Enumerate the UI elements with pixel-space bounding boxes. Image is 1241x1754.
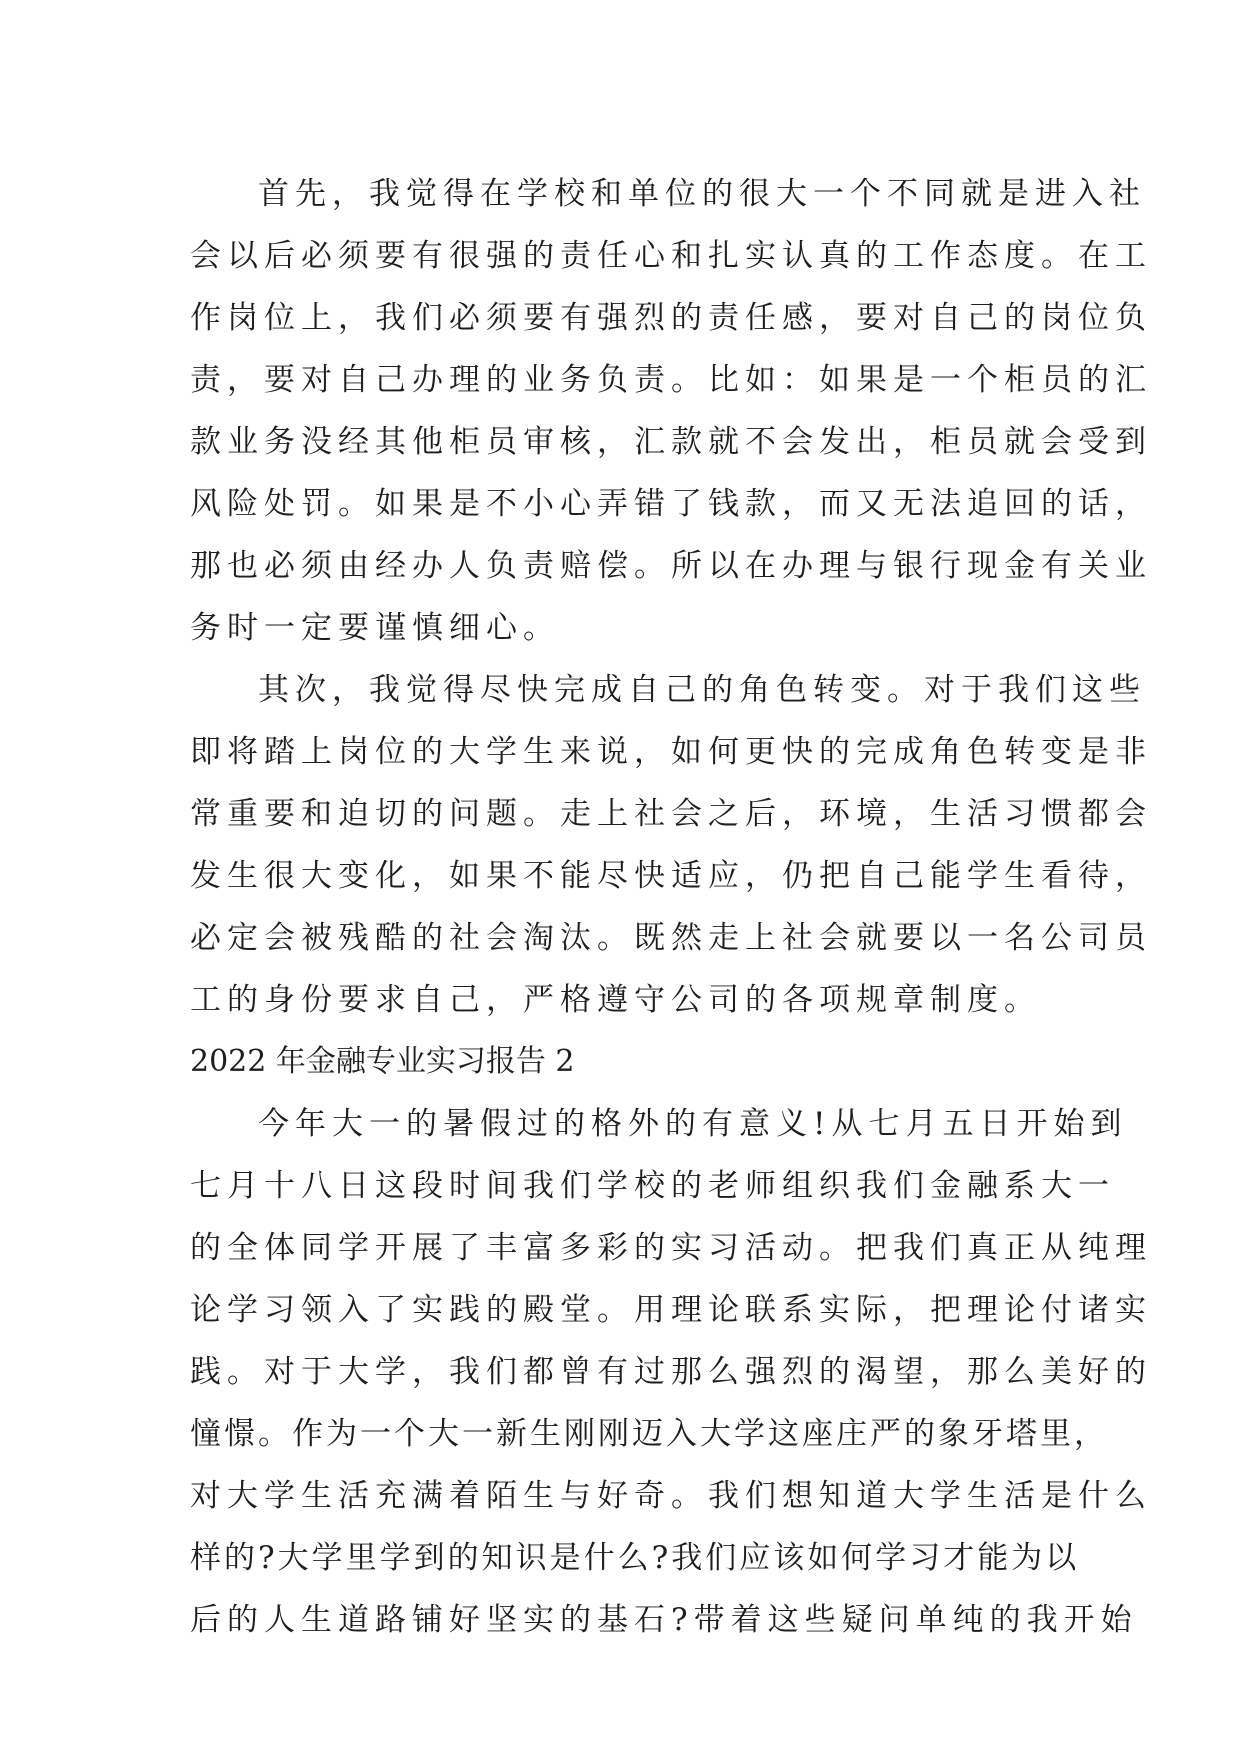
text-line: 责，要对自己办理的业务负责。比如：如果是一个柜员的汇 <box>190 362 1152 398</box>
text-line: 样的?大学里学到的知识是什么?我们应该如何学习才能为以 <box>190 1540 1080 1576</box>
text-line: 七月十八日这段时间我们学校的老师组织我们金融系大一 <box>190 1168 1115 1204</box>
text-line: 工的身份要求自己，严格遵守公司的各项规章制度。 <box>190 982 1041 1018</box>
text-line: 会以后必须要有很强的责任心和扎实认真的工作态度。在工 <box>190 238 1152 274</box>
document-body <box>190 163 1152 1651</box>
text-line: 发生很大变化，如果不能尽快适应，仍把自己能学生看待， <box>190 858 1152 894</box>
text-line: 务时一定要谨慎细心。 <box>190 610 560 646</box>
text-line: 作岗位上，我们必须要有强烈的责任感，要对自己的岗位负 <box>190 300 1152 336</box>
text-line: 首先，我觉得在学校和单位的很大一个不同就是进入社 <box>258 176 1146 212</box>
text-line: 的全体同学开展了丰富多彩的实习活动。把我们真正从纯理 <box>190 1230 1152 1266</box>
text-line: 其次，我觉得尽快完成自己的角色转变。对于我们这些 <box>258 672 1146 708</box>
text-line: 对大学生活充满着陌生与好奇。我们想知道大学生活是什么 <box>190 1478 1152 1514</box>
paragraph-3 <box>190 1093 1152 1651</box>
text-line: 践。对于大学，我们都曾有过那么强烈的渴望，那么美好的 <box>190 1354 1152 1390</box>
text-line: 论学习领入了实践的殿堂。用理论联系实际，把理论付诸实 <box>190 1292 1152 1328</box>
text-line: 风险处罚。如果是不小心弄错了钱款，而又无法追回的话， <box>190 486 1152 522</box>
text-line: 那也必须由经办人负责赔偿。所以在办理与银行现金有关业 <box>190 548 1152 584</box>
text-line: 后的人生道路铺好坚实的基石?带着这些疑问单纯的我开始 <box>190 1602 1138 1638</box>
text-line: 即将踏上岗位的大学生来说，如何更快的完成角色转变是非 <box>190 734 1152 770</box>
text-line: 今年大一的暑假过的格外的有意义!从七月五日开始到 <box>258 1106 1128 1142</box>
paragraph-1 <box>190 163 1152 659</box>
text-line: 常重要和迫切的问题。走上社会之后，环境，生活习惯都会 <box>190 796 1152 832</box>
text-line: 款业务没经其他柜员审核，汇款就不会发出，柜员就会受到 <box>190 424 1152 460</box>
text-line: 憧憬。作为一个大一新生刚刚迈入大学这座庄严的象牙塔里， <box>190 1416 1108 1452</box>
text-line: 必定会被残酷的社会淘汰。既然走上社会就要以一名公司员 <box>190 920 1152 956</box>
section-heading: 2022 年金融专业实习报告 2 <box>190 1044 575 1079</box>
paragraph-2 <box>190 659 1152 1031</box>
